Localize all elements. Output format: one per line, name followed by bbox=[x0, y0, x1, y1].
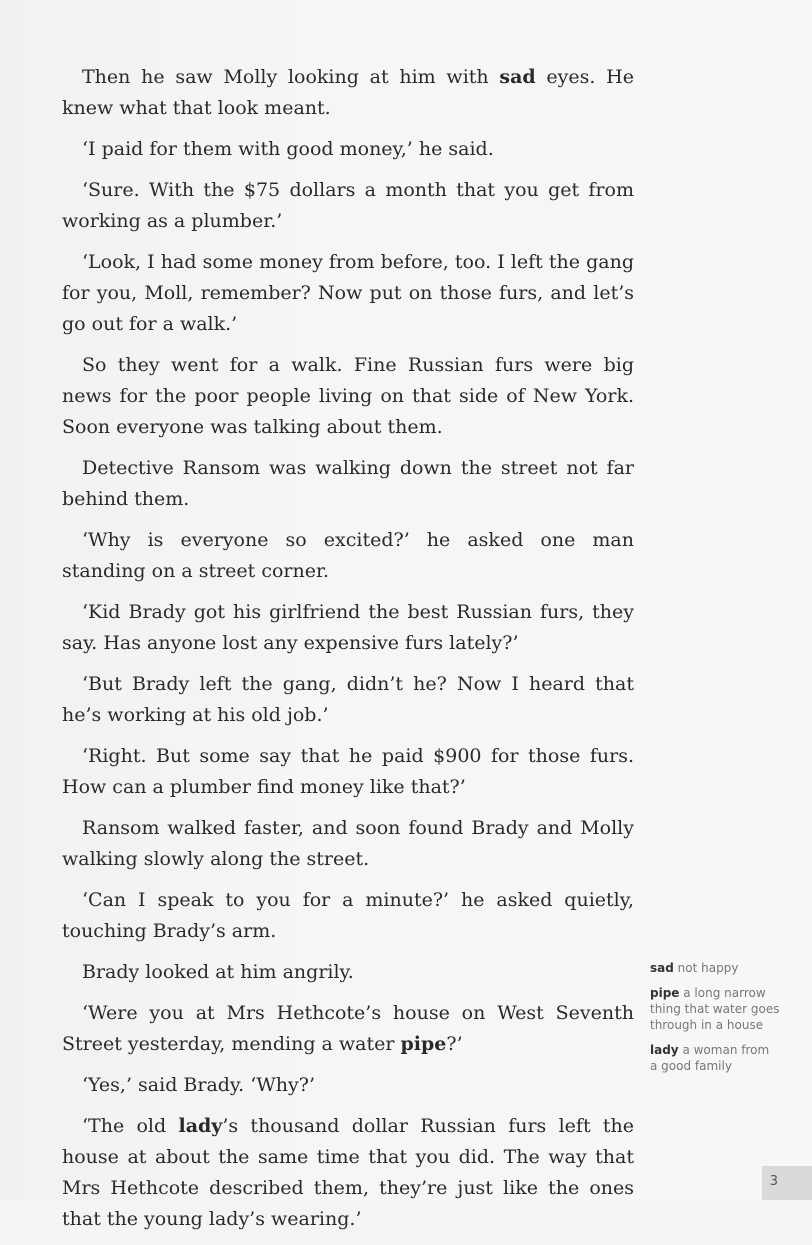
glossary-word: pipe bbox=[400, 1033, 447, 1055]
paragraph: So they went for a walk. Fine Russian furs were big news for the poor people living on that side of New York. Soon everyone was talking about them. bbox=[62, 354, 634, 438]
glossary-term: pipe bbox=[650, 986, 680, 1000]
glossary-entry bbox=[650, 1042, 780, 1074]
paragraph: ‘Look, I had some money from before, too. I left the gang for you, Moll, remember? Now put on those furs, and let’s go out for a walk.’ bbox=[62, 251, 634, 335]
glossary-definition: not happy bbox=[677, 961, 739, 975]
paragraph: Brady looked at him angrily. bbox=[82, 961, 354, 983]
paragraph: Detective Ransom was walking down the street not far behind them. bbox=[62, 457, 634, 510]
glossary-entry bbox=[650, 960, 780, 976]
paragraph: ‘Can I speak to you for a minute?’ he asked quietly, touching Brady’s arm. bbox=[62, 889, 634, 942]
glossary-word: lady bbox=[178, 1115, 223, 1137]
paragraph: ‘Were you at Mrs Hethcote’s house on West Seventh Street yesterday, mending a water pipe?’ bbox=[62, 1002, 634, 1055]
paragraph: ‘Sure. With the $75 dollars a month that you get from working as a plumber.’ bbox=[62, 179, 634, 232]
glossary-term: sad bbox=[650, 961, 674, 975]
glossary-definition: a long narrow thing that water goes through in a house bbox=[650, 986, 780, 1032]
paragraph: ‘The old lady’s thousand dollar Russian furs left the house at about the same time that you did. The way that Mrs Hethcote described them, they’re just like the ones that the young lady’s wearing.’ bbox=[62, 1115, 635, 1230]
glossary-definition: a woman from a good family bbox=[650, 1043, 770, 1073]
story-text bbox=[62, 62, 634, 1245]
paragraph: ‘But Brady left the gang, didn’t he? Now I heard that he’s working at his old job.’ bbox=[62, 673, 634, 726]
paragraph: ‘Right. But some say that he paid $900 for those furs. How can a plumber find money like that?’ bbox=[62, 745, 634, 798]
paragraph: ‘Yes,’ said Brady. ‘Why?’ bbox=[82, 1074, 315, 1096]
glossary-word: sad bbox=[499, 66, 536, 88]
paragraph: ‘Kid Brady got his girlfriend the best Russian furs, they say. Has anyone lost any expensive furs lately?’ bbox=[62, 601, 634, 654]
glossary-entry bbox=[650, 985, 780, 1033]
paragraph: ‘Why is everyone so excited?’ he asked one man standing on a street corner. bbox=[62, 529, 634, 582]
page-number: 3 bbox=[769, 1174, 778, 1189]
glossary-sidebar bbox=[650, 960, 780, 1083]
paragraph: ‘I paid for them with good money,’ he said. bbox=[82, 138, 494, 160]
paragraph: Then he saw Molly looking at him with sad eyes. He knew what that look meant. bbox=[62, 66, 634, 119]
paragraph: Ransom walked faster, and soon found Brady and Molly walking slowly along the street. bbox=[62, 817, 634, 870]
glossary-term: lady bbox=[650, 1043, 679, 1057]
